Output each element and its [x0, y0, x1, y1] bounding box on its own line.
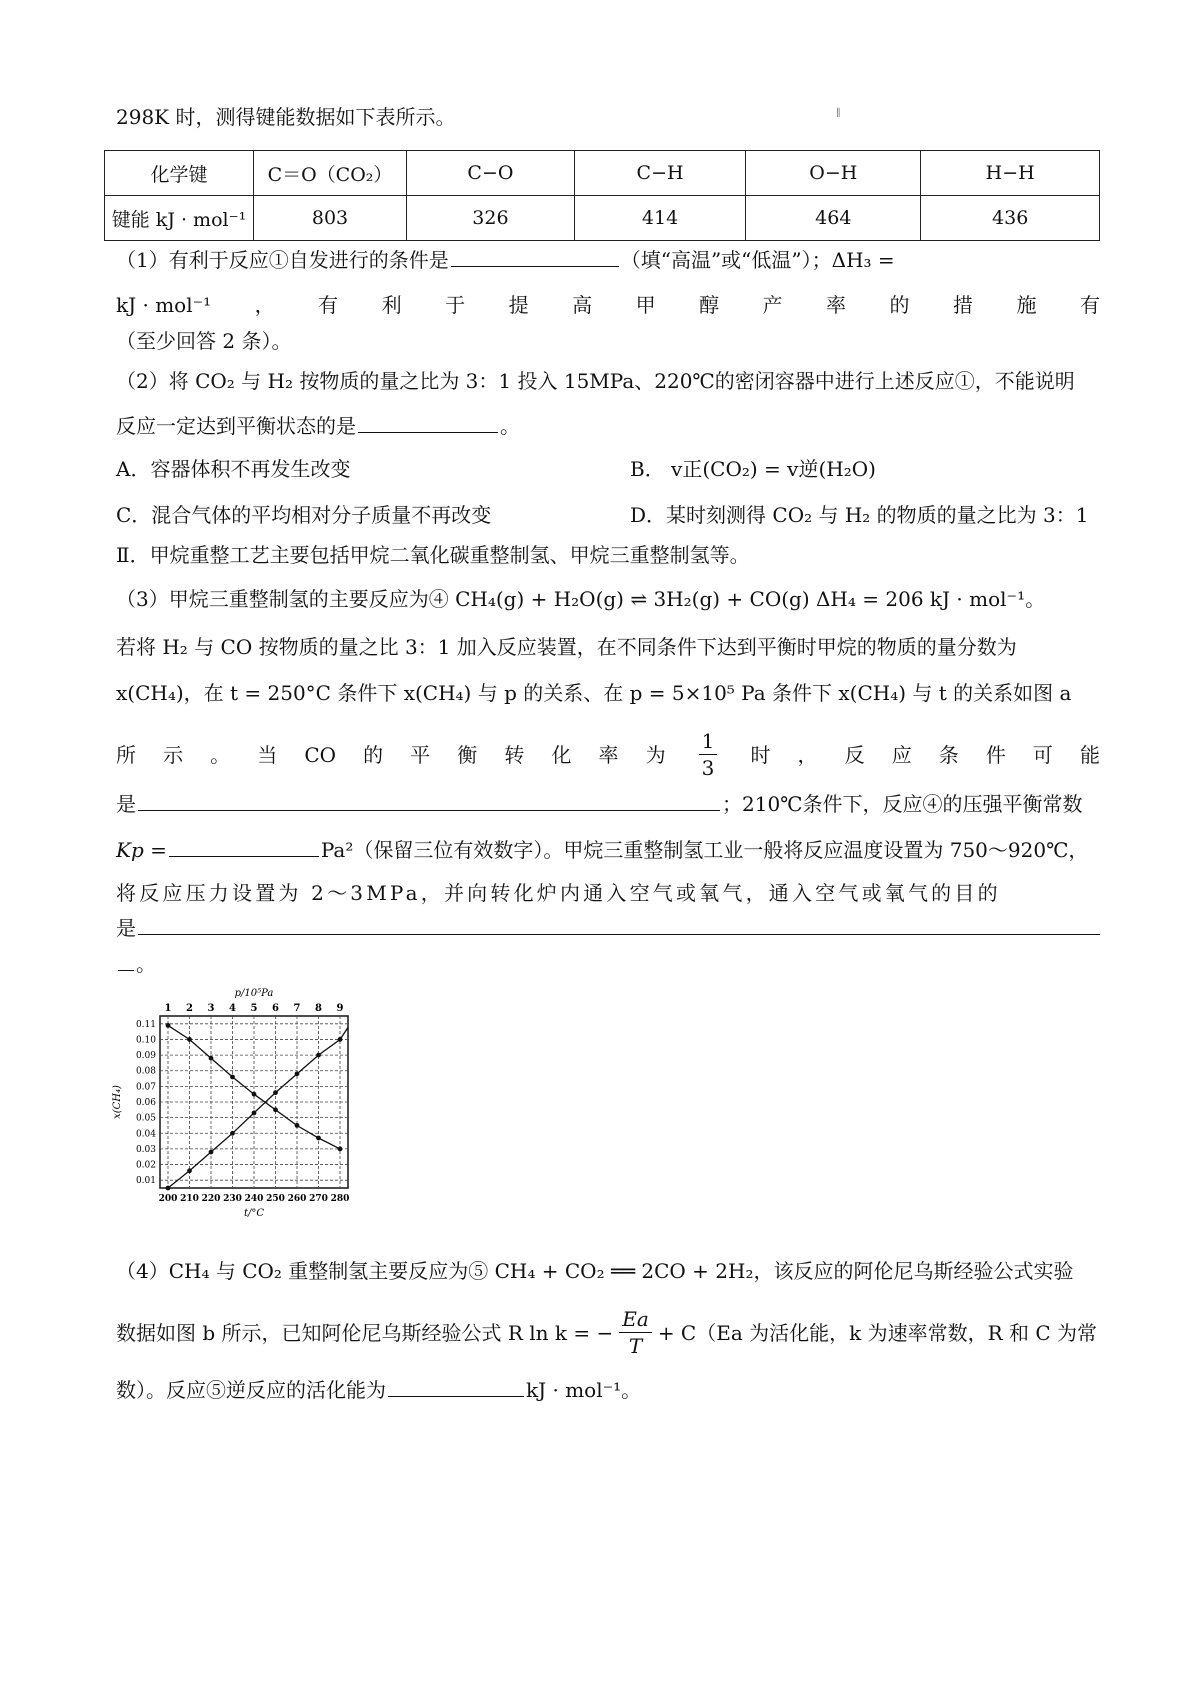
q1-word: 率 [826, 293, 847, 317]
q3-word: 条 [938, 742, 959, 767]
x-tick-label: 200 [158, 1194, 178, 1204]
q3-text-i: 。 [136, 952, 156, 976]
q1-word: 措 [953, 293, 973, 317]
y-tick-label: 0.05 [135, 1113, 156, 1124]
q1-word: 产 [762, 293, 783, 317]
x-tick-label: 230 [223, 1194, 242, 1204]
q4-line2 [116, 1306, 1097, 1359]
q2-text-b2: 。 [500, 414, 520, 438]
y-tick-label: 0.06 [135, 1098, 156, 1108]
q3-word: 。 [210, 742, 231, 767]
y-tick-label: 0.04 [135, 1129, 156, 1140]
q3-word: 所 [116, 742, 136, 767]
q2-line1: （2）将 CO₂ 与 H₂ 按物质的量之比为 3：1 投入 15MPa、220℃的密闭容器中进行上述反应①，不能说明 [116, 369, 1075, 393]
y-tick-label: 0.02 [135, 1160, 156, 1171]
data-point [316, 1136, 321, 1141]
q4-text-b2: + C（Ea 为活化能，k 为速率常数，R 和 C 为常 [657, 1320, 1098, 1345]
q3-word: 时 [750, 742, 771, 767]
table-cell: 436 [921, 196, 1100, 241]
q2-option-a: A．容器体积不再发生改变 [116, 457, 351, 481]
top-tick-label: 7 [293, 1003, 301, 1014]
q3-kp-label: Kp = [116, 838, 167, 862]
q2-line2 [116, 412, 520, 439]
q4-text-c1: 数）。反应⑤逆反应的活化能为 [116, 1378, 386, 1402]
top-tick-label: 4 [229, 1003, 236, 1014]
data-point [166, 1023, 171, 1028]
data-point [273, 1107, 278, 1112]
x-axis-label: t/°C [243, 1208, 265, 1219]
data-point [273, 1090, 278, 1095]
x-tick-label: 260 [287, 1194, 307, 1204]
q3-line1: （3）甲烷三重整制氢的主要反应为④ CH₄(g) + H₂O(g) ⇌ 3H₂(g) + CO(g) ΔH₄ = 206 kJ · mol⁻¹。 [116, 587, 1046, 611]
section-2-heading: Ⅱ．甲烷重整工艺主要包括甲烷二氧化碳重整制氢、甲烷三重整制氢等。 [116, 543, 750, 567]
q2-option-d: D．某时刻测得 CO₂ 与 H₂ 的物质的量之比为 3：1 [630, 503, 1089, 527]
top-tick-label: 9 [336, 1003, 344, 1014]
q1-word: 施 [1016, 293, 1037, 317]
q3-word: 化 [551, 742, 572, 767]
table-cell: 803 [254, 196, 407, 241]
table-header-row [105, 151, 1100, 196]
q2-option-c: C．混合气体的平均相对分子质量不再改变 [116, 503, 492, 527]
q4-fraction-denominator: T [628, 1334, 643, 1358]
data-point [209, 1150, 214, 1155]
top-axis-label: p/10⁵Pa [234, 988, 274, 999]
q1-word: 甲 [635, 293, 656, 317]
top-tick-label: 5 [250, 1003, 258, 1014]
top-tick-label: 1 [164, 1003, 172, 1014]
q3-word: 反 [844, 742, 865, 767]
q3-fraction-denominator: 3 [701, 756, 715, 780]
q1-unit: kJ · mol⁻¹ [116, 293, 212, 317]
x-tick-label: 220 [201, 1194, 221, 1204]
q4-line3 [116, 1376, 641, 1403]
data-point [338, 1037, 343, 1042]
q3-text-h: 是 [116, 916, 136, 940]
table-header-cell: 化学键 [105, 151, 254, 196]
y-tick-label: 0.08 [135, 1066, 156, 1077]
q1-answer-blank-1[interactable] [451, 246, 619, 267]
x-tick-label: 240 [244, 1194, 264, 1204]
q3-line2: 若将 H₂ 与 CO 按物质的量之比 3：1 加入反应装置，在不同条件下达到平衡时甲烷的物质的量分数为 [116, 635, 1017, 659]
q4-answer-blank[interactable] [388, 1376, 524, 1397]
q1-word: 于 [445, 293, 466, 317]
data-point [295, 1123, 300, 1128]
y-tick-label: 0.11 [135, 1019, 156, 1030]
q3-word: 率 [598, 742, 619, 767]
bond-energy-table [104, 150, 1100, 241]
q3-fraction-numerator: 1 [699, 728, 718, 755]
q3-answer-blank-1[interactable] [138, 790, 720, 811]
q3-word: 平 [410, 742, 431, 767]
data-point [316, 1053, 321, 1058]
data-point [187, 1037, 192, 1042]
table-row-label: 键能 kJ · mol⁻¹ [105, 196, 254, 241]
x-tick-label: 250 [266, 1194, 285, 1204]
q3-word: 件 [985, 742, 1006, 767]
q1-text-b: （填“高温”或“低温”）；ΔH₃ = [620, 248, 895, 272]
y-axis-label: x(CH₄) [112, 1085, 123, 1119]
table-cell: 326 [407, 196, 575, 241]
table-header-cell: C−H [574, 151, 745, 196]
data-point [230, 1075, 235, 1080]
y-tick-label: 0.09 [135, 1051, 156, 1062]
q4-text-c2: kJ · mol⁻¹。 [526, 1378, 642, 1402]
q1-word: 提 [508, 293, 529, 317]
q3-answer-blank-3[interactable] [138, 914, 1100, 935]
q1-word: 利 [381, 293, 402, 317]
q3-fraction [699, 728, 718, 781]
data-point [230, 1131, 235, 1136]
q1-word: ， [254, 293, 275, 317]
q1-word: 高 [572, 293, 593, 317]
data-point [338, 1147, 343, 1152]
q3-text-f2: Pa²（保留三位有效数字）。甲烷三重整制氢工业一般将反应温度设置为 750～920℃， [320, 838, 1089, 862]
y-tick-label: 0.07 [135, 1082, 156, 1093]
q3-word: 示 [163, 742, 184, 767]
q4-fraction [619, 1306, 652, 1359]
top-tick-label: 3 [207, 1003, 215, 1014]
q1-word: 的 [889, 293, 910, 317]
table-cell: 414 [574, 196, 745, 241]
q3-line9 [116, 950, 156, 977]
y-tick-label: 0.10 [135, 1035, 156, 1046]
q3-word: CO [304, 742, 337, 767]
q3-line3: x(CH₄)，在 t = 250°C 条件下 x(CH₄) 与 p 的关系、在 p = 5×10⁵ Pa 条件下 x(CH₄) 与 t 的关系如图 a [116, 681, 1072, 705]
x-tick-label: 270 [309, 1194, 328, 1204]
q3-line4 [116, 728, 1100, 781]
q3-line8 [116, 914, 1102, 941]
q1-line2 [116, 292, 1100, 318]
series-line [168, 1027, 348, 1188]
table-row [105, 196, 1100, 241]
q1-word: 有 [318, 293, 339, 317]
figure-a-chart [110, 974, 390, 1224]
y-tick-label: 0.03 [135, 1144, 156, 1155]
q2-option-b: B． v正(CO₂) = v逆(H₂O) [630, 457, 876, 481]
q1-word: 有 [1079, 293, 1100, 317]
q3-text-e2: ；210℃条件下，反应④的压强平衡常数 [722, 792, 1083, 816]
q4-text-b1: 数据如图 b 所示，已知阿伦尼乌斯经验公式 R ln k = − [116, 1320, 614, 1345]
table-header-cell: C−O [407, 151, 575, 196]
scan-mark: ∥ [836, 108, 841, 119]
q3-line7: 将反应压力设置为 2～3MPa，并向转化炉内通入空气或氧气，通入空气或氧气的目的 [116, 881, 1001, 905]
q3-answer-blank-2[interactable] [169, 836, 319, 857]
q2-text-b1: 反应一定达到平衡状态的是 [116, 414, 356, 438]
q4-fraction-numerator: Ea [619, 1306, 652, 1333]
q3-word: 应 [891, 742, 912, 767]
q3-word: 衡 [457, 742, 478, 767]
q1-text-a: （1）有利于反应①自发进行的条件是 [116, 248, 449, 272]
q3-word: 能 [1080, 742, 1100, 767]
x-tick-label: 280 [330, 1194, 350, 1204]
q2-answer-blank[interactable] [358, 412, 498, 433]
q4-line1: （4）CH₄ 与 CO₂ 重整制氢主要反应为⑤ CH₄ + CO₂ ══ 2CO + 2H₂，该反应的阿伦尼乌斯经验公式实验 [116, 1259, 1074, 1283]
y-tick-label: 0.01 [135, 1176, 156, 1187]
q3-line5 [116, 790, 1083, 817]
table-cell: 464 [746, 196, 921, 241]
data-point [252, 1111, 257, 1116]
q3-word: 当 [257, 742, 278, 767]
q3-word: 为 [645, 742, 666, 767]
data-point [209, 1056, 214, 1061]
top-tick-label: 2 [186, 1003, 193, 1014]
q3-answer-blank-tail [118, 950, 134, 971]
data-point [252, 1092, 257, 1097]
table-header-cell: O−H [746, 151, 921, 196]
data-point [295, 1071, 300, 1076]
q3-word: ， [797, 742, 818, 767]
data-point [166, 1186, 171, 1191]
intro-text: 298K 时，测得键能数据如下表所示。 [116, 105, 456, 129]
table-header-cell: H−H [921, 151, 1100, 196]
data-point [187, 1168, 192, 1173]
q3-line6 [116, 836, 1088, 863]
top-tick-label: 8 [315, 1003, 322, 1014]
q1-word: 醇 [699, 293, 720, 317]
q3-word: 的 [363, 742, 384, 767]
top-tick-label: 6 [272, 1003, 279, 1014]
x-tick-label: 210 [180, 1194, 199, 1204]
table-header-cell: C＝O（CO₂） [254, 151, 407, 196]
q3-word: 转 [504, 742, 525, 767]
q1-line3: （至少回答 2 条）。 [116, 329, 292, 353]
q3-word: 可 [1032, 742, 1053, 767]
q1-line1 [116, 246, 895, 273]
q3-text-e1: 是 [116, 792, 136, 816]
